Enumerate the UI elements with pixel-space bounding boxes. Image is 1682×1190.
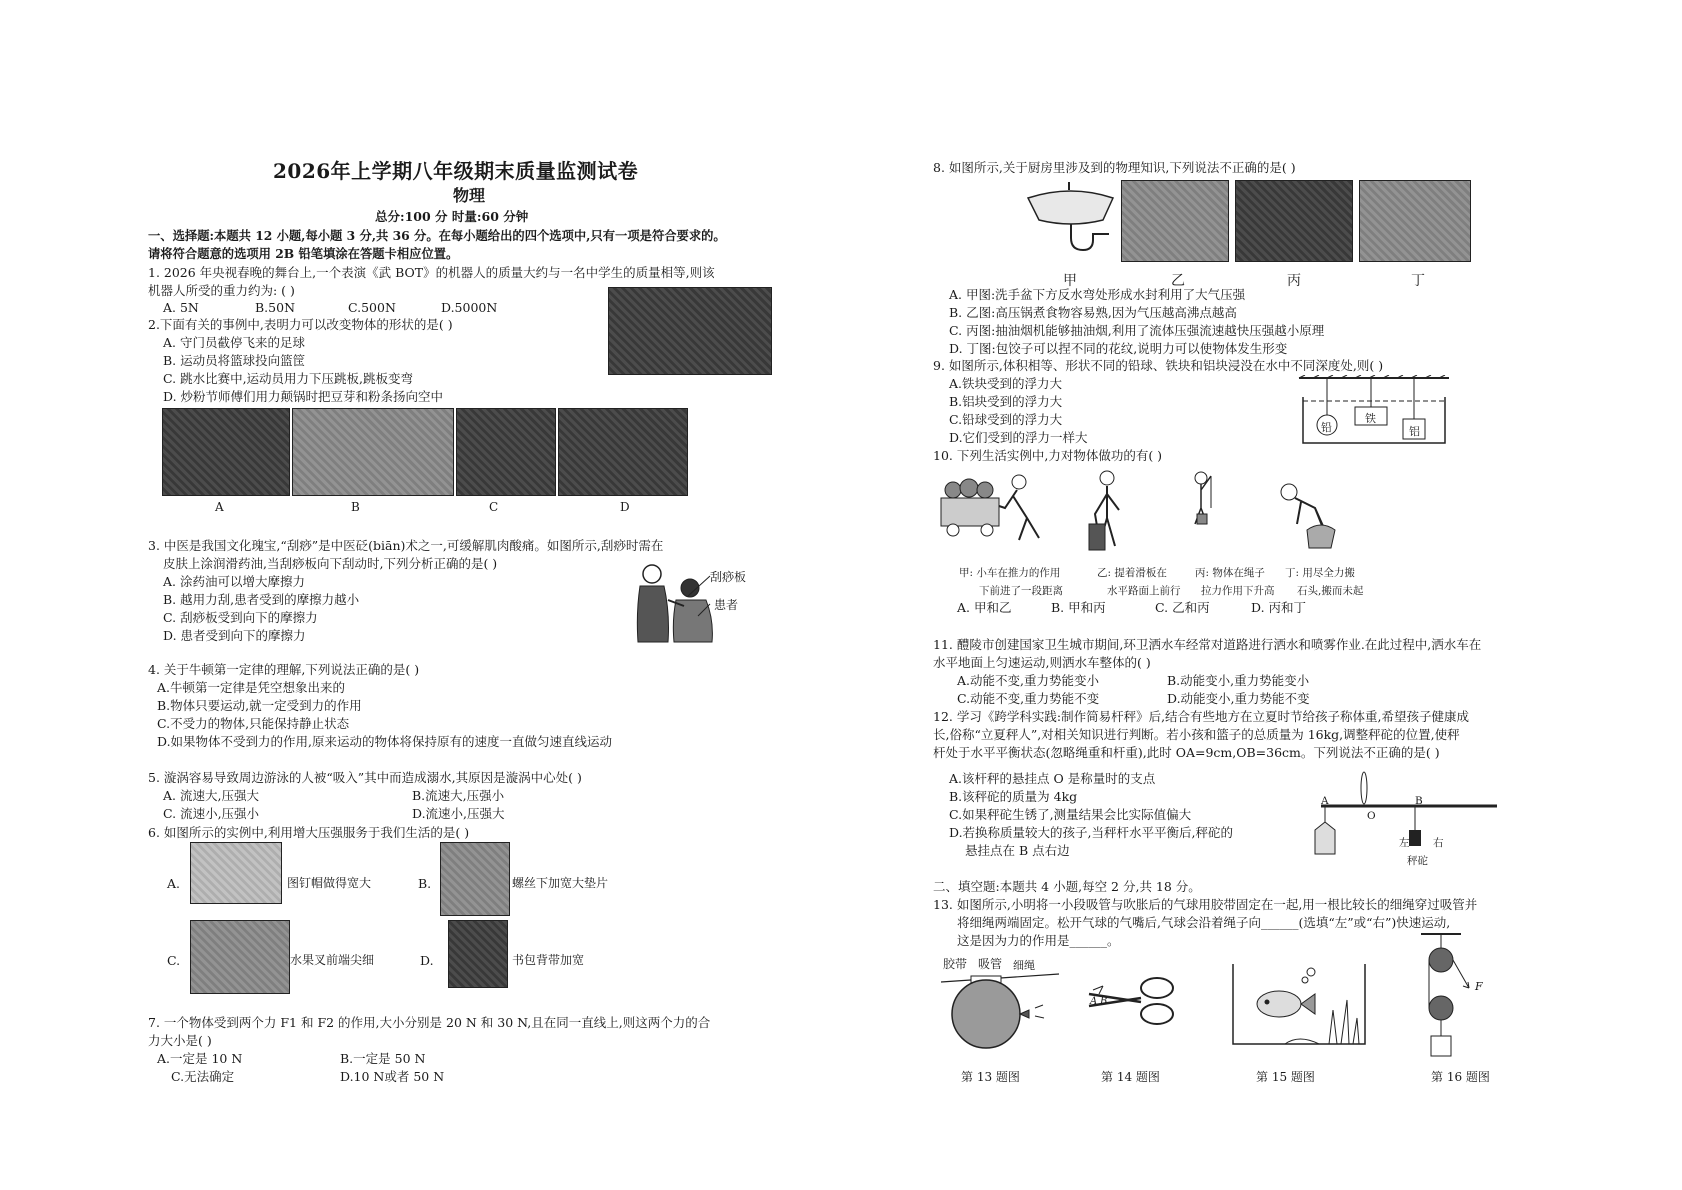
q6-caption-d: 书包背带加宽	[512, 953, 585, 967]
q9-stem: 9. 如图所示,体积相等、形状不同的铅球、铁块和铝块浸没在水中不同深度处,则( )	[933, 358, 1384, 373]
label-patient: 患者	[714, 598, 739, 612]
q4-option-a: A.牛顿第一定律是凭空想象出来的	[157, 680, 346, 695]
q1-line2: 机器人所受的重力约为: ( )	[148, 283, 295, 298]
q6-caption-b: 螺丝下加宽大垫片	[512, 876, 609, 890]
q2-option-d: D. 炒粉节师傅们用力颠锅时把豆芽和粉条扬向空中	[163, 389, 444, 404]
q9-option-a: A.铁块受到的浮力大	[949, 376, 1063, 391]
q10-caption-yi-1: 乙: 提着滑板在	[1097, 567, 1167, 579]
q7-option-b: B.一定是 50 N	[340, 1051, 426, 1066]
q10-caption-ding-2: 石头,搬而未起	[1297, 585, 1364, 597]
q2-photo-c	[456, 408, 556, 496]
q5-option-b: B.流速大,压强小	[412, 788, 505, 803]
section2-heading: 二、填空题:本题共 4 小题,每空 2 分,共 18 分。	[933, 879, 1201, 894]
q11-option-d: D.动能变小,重力势能不变	[1167, 691, 1310, 706]
q3-option-d: D. 患者受到向下的摩擦力	[163, 628, 306, 643]
q11-line1: 11. 醴陵市创建国家卫生城市期间,环卫洒水车经常对道路进行洒水和喷雾作业.在此过程中,洒水车在	[933, 637, 1482, 652]
q4-option-b: B.物体只要运动,就一定受到力的作用	[157, 698, 362, 713]
label-point-o: O	[1367, 810, 1376, 822]
label-scissor-b: B	[1100, 996, 1108, 1007]
label-counterweight: 秤砣	[1407, 855, 1428, 867]
q2-stem: 2.下面有关的事例中,表明力可以改变物体的形状的是( )	[148, 317, 453, 332]
q5-option-a: A. 流速大,压强大	[163, 788, 259, 803]
q2-photo-b	[292, 408, 454, 496]
q6-option-b: B.	[418, 876, 432, 891]
q12-option-d-cont: 悬挂点在 B 点右边	[965, 843, 1070, 858]
q8-caption-jia: 甲	[1063, 273, 1077, 289]
q2-option-b: B. 运动员将篮球投向篮筐	[163, 353, 306, 368]
q9-option-d: D.它们受到的浮力一样大	[949, 430, 1088, 445]
fish-tank-sketch	[1229, 960, 1369, 1048]
label-left: 左	[1399, 837, 1410, 849]
pulley-sketch	[1411, 932, 1481, 1062]
q10-caption-jia-1: 甲: 小车在推力的作用	[959, 567, 1061, 579]
q6-caption-a: 图钉帽做得宽大	[287, 876, 372, 890]
exam-title: 2026年上学期八年级期末质量监测试卷	[273, 159, 639, 183]
screw-washer-photo	[440, 842, 510, 916]
q1-line1: 1. 2026 年央视春晚的舞台上,一个表演《武 BOT》的机器人的质量大约与一名中学生的质量相等,则该	[148, 265, 715, 280]
exam-subject: 物理	[453, 186, 486, 205]
pressure-cooker-photo	[1121, 180, 1229, 262]
q12-line3: 杆处于水平平衡状态(忽略绳重和杆重),此时 OA=9cm,OB=36cm。下列说法不正确的是( )	[933, 745, 1440, 760]
q7-option-a: A.一定是 10 N	[157, 1051, 243, 1066]
label-straw: 吸管	[978, 957, 1003, 971]
q2-caption-c: C	[489, 500, 499, 514]
q12-line1: 12. 学习《跨学科实践:制作简易杆秤》后,结合有些地方在立夏时节给孩子称体重,希望孩子健康成	[933, 709, 1470, 724]
q10-stem: 10. 下列生活实例中,力对物体做功的有( )	[933, 448, 1163, 463]
label-string: 细绳	[1013, 959, 1035, 972]
caption-fig13: 第 13 题图	[961, 1070, 1020, 1084]
robot-stage-photo	[608, 287, 772, 375]
q7-line2: 力大小是( )	[148, 1033, 212, 1048]
q3-option-c: C. 刮痧板受到向下的摩擦力	[163, 610, 318, 625]
q12-option-d: D.若换称质量较大的孩子,当秤杆水平平衡后,秤砣的	[949, 825, 1233, 840]
q6-option-a: A.	[167, 876, 181, 891]
q11-option-b: B.动能变小,重力势能变小	[1167, 673, 1310, 688]
q8-option-a: A. 甲图:洗手盆下方反水弯处形成水封利用了大气压强	[949, 287, 1246, 302]
q8-option-c: C. 丙图:抽油烟机能够抽油烟,利用了流体压强流速越快压强越小原理	[949, 323, 1325, 338]
q11-line2: 水平地面上匀速运动,则洒水车整体的( )	[933, 655, 1151, 670]
q11-option-a: A.动能不变,重力势能变小	[957, 673, 1099, 688]
q6-caption-c: 水果叉前端尖细	[290, 953, 375, 967]
q10-caption-jia-2: 下前进了一段距离	[979, 585, 1063, 597]
q10-option-a: A. 甲和乙	[957, 600, 1012, 615]
q5-option-c: C. 流速小,压强小	[163, 806, 260, 821]
sink-sketch	[1023, 180, 1118, 260]
label-gua-sha-board: 刮痧板	[710, 570, 747, 584]
q2-caption-a: A	[215, 500, 224, 514]
backpack-strap-photo	[448, 920, 508, 988]
q8-option-d: D. 丁图:包饺子可以捏不同的花纹,说明力可以使物体发生形变	[949, 341, 1288, 356]
label-point-b: B	[1415, 795, 1423, 807]
q8-caption-yi: 乙	[1171, 273, 1185, 289]
q4-stem: 4. 关于牛顿第一定律的理解,下列说法正确的是( )	[148, 662, 420, 677]
q4-option-c: C.不受力的物体,只能保持静止状态	[157, 716, 350, 731]
q7-option-d: D.10 N或者 50 N	[340, 1069, 445, 1084]
label-lead: 铅	[1321, 421, 1332, 434]
q12-option-b: B.该秤砣的质量为 4kg	[949, 789, 1078, 804]
q9-option-c: C.铅球受到的浮力大	[949, 412, 1063, 427]
q9-option-b: B.铝块受到的浮力大	[949, 394, 1063, 409]
q2-caption-b: B	[351, 500, 360, 514]
q2-option-c: C. 跳水比赛中,运动员用力下压跳板,跳板变弯	[163, 371, 414, 386]
section1-heading: 一、选择题:本题共 12 小题,每小题 3 分,共 36 分。在每小题给出的四个选项中,只有一项是符合要求的。	[148, 228, 726, 243]
caption-fig14: 第 14 题图	[1101, 1070, 1160, 1084]
q6-stem: 6. 如图所示的实例中,利用增大压强服务于我们生活的是( )	[148, 825, 470, 840]
q2-photo-a	[162, 408, 290, 496]
q10-option-b: B. 甲和丙	[1051, 600, 1106, 615]
thumbtack-photo	[190, 842, 282, 904]
dumpling-photo	[1359, 180, 1471, 262]
q12-line2: 长,俗称“立夏秤人”,对相关知识进行判断。若小孩和篮子的总质量为 16kg,调整秤砣的位置,使秤	[933, 727, 1460, 742]
q3-option-a: A. 涂药油可以增大摩擦力	[163, 574, 305, 589]
q5-stem: 5. 漩涡容易导致周边游泳的人被“吸入”其中而造成溺水,其原因是漩涡中心处( )	[148, 770, 582, 785]
q1-option-d: D.5000N	[441, 300, 498, 315]
label-force-f: F	[1475, 980, 1483, 993]
q13-line3: 这是因为力的作用是______。	[957, 933, 1120, 948]
q10-option-d: D. 丙和丁	[1251, 600, 1307, 615]
q10-caption-bing-1: 丙: 物体在绳子	[1195, 567, 1265, 579]
q6-option-d: D.	[420, 953, 434, 968]
label-point-a: A	[1321, 795, 1329, 807]
label-right: 右	[1433, 837, 1444, 849]
work-examples-sketch	[939, 468, 1379, 558]
q2-option-a: A. 守门员截停飞来的足球	[163, 335, 305, 350]
q11-option-c: C.动能不变,重力势能不变	[957, 691, 1100, 706]
fruit-fork-photo	[190, 920, 290, 994]
q2-caption-d: D	[620, 500, 630, 514]
q5-option-d: D.流速小,压强大	[412, 806, 505, 821]
label-iron: 铁	[1365, 412, 1376, 425]
range-hood-photo	[1235, 180, 1353, 262]
q12-option-c: C.如果秤砣生锈了,测量结果会比实际值偏大	[949, 807, 1192, 822]
label-scissor-a: A	[1090, 996, 1098, 1007]
label-aluminum: 铝	[1409, 425, 1420, 438]
q1-option-b: B.50N	[255, 300, 296, 315]
label-tape: 胶带	[943, 957, 968, 971]
balloon-rocket-sketch	[941, 968, 1061, 1058]
q7-option-c: C.无法确定	[171, 1069, 235, 1084]
q7-line1: 7. 一个物体受到两个力 F1 和 F2 的作用,大小分别是 20 N 和 30 N,且在同一直线上,则这两个力的合	[148, 1015, 711, 1030]
q10-caption-bing-2: 拉力作用下升高	[1201, 585, 1275, 597]
section1-heading-2: 请将符合题意的选项用 2B 铅笔填涂在答题卡相应位置。	[148, 246, 459, 261]
exam-info: 总分:100 分 时量:60 分钟	[375, 209, 529, 224]
q8-caption-ding: 丁	[1411, 273, 1425, 289]
q3-line2: 皮肤上涂润滑药油,当刮痧板向下刮动时,下列分析正确的是( )	[163, 556, 498, 571]
q10-caption-ding-1: 丁: 用尽全力搬	[1285, 567, 1355, 579]
caption-fig15: 第 15 题图	[1256, 1070, 1315, 1084]
q8-stem: 8. 如图所示,关于厨房里涉及到的物理知识,下列说法不正确的是( )	[933, 160, 1296, 175]
q1-option-c: C.500N	[348, 300, 396, 315]
q1-option-a: A. 5N	[163, 300, 199, 315]
q2-photo-d	[558, 408, 688, 496]
q3-option-b: B. 越用力刮,患者受到的摩擦力越小	[163, 592, 360, 607]
caption-fig16: 第 16 题图	[1431, 1070, 1490, 1084]
q13-line1: 13. 如图所示,小明将一小段吸管与吹胀后的气球用胶带固定在一起,用一根比较长的细绳穿过吸管并	[933, 897, 1478, 912]
q6-option-c: C.	[167, 953, 181, 968]
q13-line2: 将细绳两端固定。松开气球的气嘴后,气球会沿着绳子向______(选填“左”或“右”)快速运动,	[957, 915, 1451, 930]
q8-option-b: B. 乙图:高压锅煮食物容易熟,因为气压越高沸点越高	[949, 305, 1237, 320]
q3-line1: 3. 中医是我国文化瑰宝,“刮痧”是中医砭(biān)术之一,可缓解肌肉酸痛。如图所示,刮痧时需在	[148, 538, 664, 553]
q4-option-d: D.如果物体不受到力的作用,原来运动的物体将保持原有的速度一直做匀速直线运动	[157, 734, 613, 749]
right-page	[841, 0, 1682, 1190]
q12-option-a: A.该杆秤的悬挂点 O 是称量时的支点	[949, 771, 1156, 786]
q8-caption-bing: 丙	[1287, 273, 1301, 289]
q10-caption-yi-2: 水平路面上前行	[1107, 585, 1181, 597]
q10-option-c: C. 乙和丙	[1155, 600, 1210, 615]
